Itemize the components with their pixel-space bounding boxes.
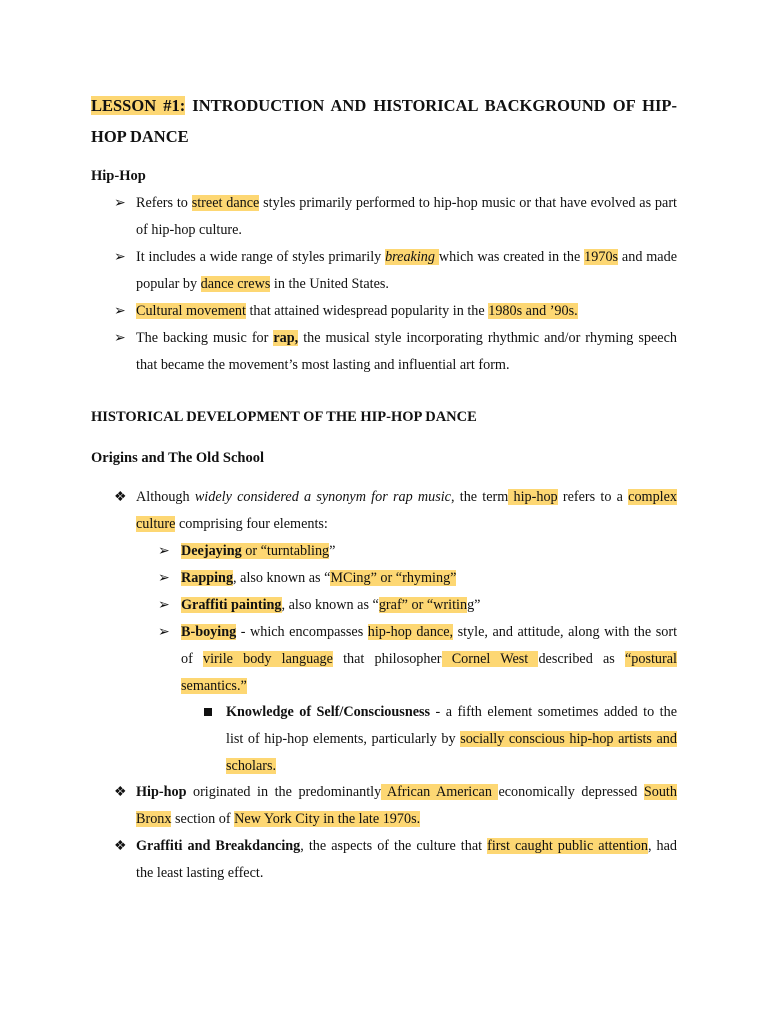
element-graffiti xyxy=(181,592,677,619)
italic-text: widely considered a synonym for rap music xyxy=(194,489,451,505)
highlight: dance crews xyxy=(200,276,271,292)
arrow-bullet-icon: ➢ xyxy=(114,250,126,265)
arrow-bullet-icon: ➢ xyxy=(158,571,170,586)
text: It includes a wide range of styles primarily xyxy=(136,249,386,265)
square-bullet-icon xyxy=(204,699,212,726)
highlight: graf” or “writin xyxy=(378,597,468,613)
text: comprising four elements: xyxy=(175,516,328,532)
highlight: socially conscious hip-hop artists and scholars. xyxy=(226,731,677,774)
text: - which encompasses xyxy=(236,624,368,640)
highlight: virile body language xyxy=(203,651,333,667)
text: , had the least lasting effect. xyxy=(136,838,677,881)
text: style, and attitude, along with the sort of xyxy=(181,624,678,667)
element-bboying xyxy=(181,619,677,700)
origins-bullet-3 xyxy=(136,833,677,887)
text: section of xyxy=(171,811,235,827)
lesson-title-text: INTRODUCTION AND HISTORICAL BACKGROUND OF HIP-HOP DANCE xyxy=(91,96,677,146)
highlight: or “turntabling xyxy=(241,543,330,559)
text: originated in the predominantly xyxy=(186,784,382,800)
highlight: breaking xyxy=(385,249,439,265)
hiphop-bullet-4 xyxy=(136,325,677,379)
origins-bullet-2 xyxy=(136,779,677,833)
lesson-title xyxy=(91,90,677,152)
highlight: MCing” or “rhyming” xyxy=(330,570,457,586)
text: , the term xyxy=(450,489,509,505)
text: economically depressed xyxy=(498,784,644,800)
text: and made popular by xyxy=(136,249,677,292)
highlight: 1970s xyxy=(584,249,619,265)
hiphop-heading: Hip-Hop xyxy=(91,168,146,184)
text: The backing music for xyxy=(136,330,274,346)
arrow-bullet-icon: ➢ xyxy=(114,331,126,346)
text: that attained widespread popularity in the xyxy=(245,303,489,319)
text: , also known as “ xyxy=(233,570,331,586)
text: Although xyxy=(136,489,195,505)
highlight: B-boying xyxy=(181,624,237,640)
arrow-bullet-icon: ➢ xyxy=(114,304,126,319)
highlight: Cultural movement xyxy=(136,303,246,319)
arrow-bullet-icon: ➢ xyxy=(158,625,170,640)
highlight: African American xyxy=(381,784,499,800)
element-knowledge xyxy=(226,699,677,780)
bold-text: Hip-hop xyxy=(136,784,187,800)
text: ” xyxy=(329,543,336,559)
bold-text: Graffiti and Breakdancing xyxy=(136,838,301,854)
text: Refers to xyxy=(136,195,192,211)
element-deejaying xyxy=(181,538,677,565)
section-heading: HISTORICAL DEVELOPMENT OF THE HIP-HOP DANCE xyxy=(91,409,477,425)
highlight: first caught public attention xyxy=(487,838,648,854)
highlight: Deejaying xyxy=(181,543,242,559)
origins-heading: Origins and The Old School xyxy=(91,450,264,466)
text: described as xyxy=(538,651,625,667)
text: styles primarily performed to hip-hop music or that have evolved as part of hip-hop culture. xyxy=(136,195,677,238)
highlight: “postural semantics.” xyxy=(181,651,677,694)
text: g” xyxy=(467,597,481,613)
highlight: complex culture xyxy=(136,489,677,532)
highlight: South Bronx xyxy=(136,784,677,827)
element-rapping xyxy=(181,565,677,592)
highlight: rap, xyxy=(273,330,299,346)
text: which was created in the xyxy=(438,249,585,265)
highlight: Cornel West xyxy=(441,651,539,667)
arrow-bullet-icon: ➢ xyxy=(158,544,170,559)
text: the musical style incorporating rhythmic and/or rhyming speech that became the movement’s most lasting and influential art form. xyxy=(136,330,677,373)
diamond-bullet-icon: ❖ xyxy=(114,785,127,800)
text: refers to a xyxy=(557,489,629,505)
highlight: hip-hop dance, xyxy=(367,624,454,640)
text: , the aspects of the culture that xyxy=(300,838,488,854)
highlight: New York City in the late 1970s. xyxy=(234,811,421,827)
bold-text: Knowledge of Self/Consciousness xyxy=(226,704,431,720)
hiphop-bullet-1 xyxy=(136,190,677,244)
highlight: Rapping xyxy=(181,570,234,586)
highlight: 1980s and ’90s. xyxy=(488,303,578,319)
text: in the United States. xyxy=(270,276,389,292)
origins-bullet-1 xyxy=(136,484,677,538)
highlight: street dance xyxy=(191,195,260,211)
highlight: Graffiti painting xyxy=(181,597,282,613)
arrow-bullet-icon: ➢ xyxy=(158,598,170,613)
hiphop-bullet-2 xyxy=(136,244,677,298)
lesson-number: LESSON #1: xyxy=(91,96,186,115)
hiphop-bullet-3 xyxy=(136,298,677,325)
text: , also known as “ xyxy=(281,597,379,613)
text: - a fifth element sometimes added to the list of hip-hop elements, particularly by xyxy=(226,704,678,747)
diamond-bullet-icon: ❖ xyxy=(114,490,127,505)
diamond-bullet-icon: ❖ xyxy=(114,839,127,854)
text: that philosopher xyxy=(332,651,442,667)
arrow-bullet-icon: ➢ xyxy=(114,196,126,211)
highlight: hip-hop xyxy=(508,489,558,505)
